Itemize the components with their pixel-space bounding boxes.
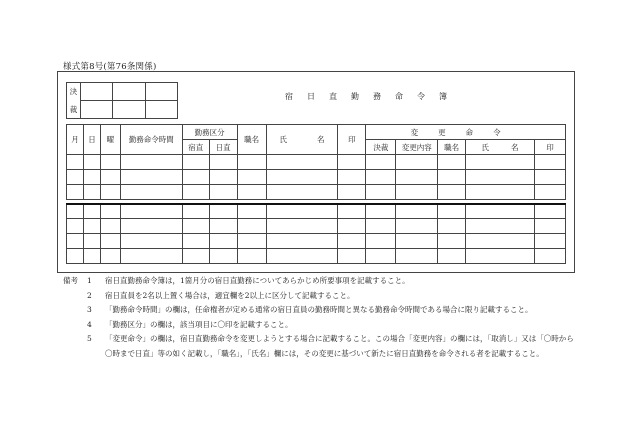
note-text: 「変更命令」の欄は，宿日直勤務命令を変更しようとする場合に記載すること。この場合「変更内容」の欄には，「取消し」又は「〇時から〇時まで日直」等の如く記載し，「職名」，「氏名」欄には，その変更に基づいて新たに宿日直勤務を命令される者を記載すること。 — [105, 334, 574, 358]
header-month: 月 — [67, 125, 84, 155]
approval-stamp-grid — [66, 82, 178, 119]
header-weekday: 曜 — [100, 125, 120, 155]
duty-order-table — [66, 124, 566, 264]
table-row[interactable] — [67, 185, 566, 200]
notes-section — [63, 274, 578, 361]
table-row[interactable] — [67, 234, 566, 249]
note-number: 4 — [87, 319, 92, 329]
header-day: 日 — [83, 125, 100, 155]
note-number: 2 — [87, 290, 92, 300]
approval-label-top: 決 — [67, 83, 81, 101]
approval-cell[interactable] — [81, 83, 113, 101]
header-change-order: 変更命令 — [366, 125, 566, 140]
header-order-time: 勤務命令時間 — [120, 125, 182, 155]
note-number: 3 — [87, 305, 92, 314]
approval-cell[interactable] — [145, 83, 177, 101]
header-change-content: 変更内容 — [396, 140, 438, 155]
notes-heading: 備考 — [63, 276, 78, 285]
header-seal: 印 — [338, 125, 366, 155]
table-row[interactable] — [67, 219, 566, 234]
header-nitchoku: 日直 — [209, 140, 237, 155]
approval-cell[interactable] — [113, 101, 145, 119]
header-shukuchoku: 宿直 — [182, 140, 209, 155]
table-row[interactable] — [67, 204, 566, 219]
note-text: 宿日直勤務命令簿は，1箇月分の宿日直勤務についてあらかじめ所要事項を記載すること。 — [105, 276, 410, 285]
form-title: 宿日直勤務命令簿 — [285, 92, 461, 101]
note-text: 「勤務区分」の欄は，該当項目に〇印を記載すること。 — [105, 319, 293, 329]
note-item — [63, 332, 578, 361]
note-text: 宿日直員を2名以上置く場合は，適宜欄を2以上に区分して記載すること。 — [105, 290, 355, 300]
header-change-position: 職名 — [438, 140, 466, 155]
note-item — [63, 303, 578, 318]
table-row[interactable] — [67, 170, 566, 185]
header-name — [266, 125, 338, 155]
header-name-a: 氏 — [279, 135, 287, 144]
header-change-seal: 印 — [534, 140, 565, 155]
header-change-name-a: 氏 — [481, 142, 490, 152]
note-text: 「勤務命令時間」の欄は，任命権者が定める通常の宿日直員の勤務時間と異なる勤務命令時間である場合に限り記載すること。 — [105, 305, 533, 314]
table-header-row-1 — [67, 125, 566, 140]
header-change-name — [466, 140, 535, 155]
header-category: 勤務区分 — [182, 125, 237, 140]
note-item — [63, 318, 578, 333]
note-number: 5 — [87, 334, 92, 343]
approval-cell[interactable] — [113, 83, 145, 101]
approval-cell[interactable] — [81, 101, 113, 119]
table-row[interactable] — [67, 155, 566, 170]
note-item — [63, 274, 578, 289]
note-item — [63, 289, 578, 304]
approval-label-bottom: 裁 — [67, 101, 81, 119]
header-change-name-b: 名 — [511, 142, 519, 152]
note-number: 1 — [87, 276, 92, 285]
table-row[interactable] — [67, 249, 566, 264]
form-id-label: 様式第8号(第76条関係) — [63, 62, 157, 72]
approval-cell[interactable] — [145, 101, 177, 119]
header-name-b: 名 — [316, 135, 325, 144]
header-position: 職名 — [237, 125, 266, 155]
header-change-approval: 決裁 — [366, 140, 396, 155]
